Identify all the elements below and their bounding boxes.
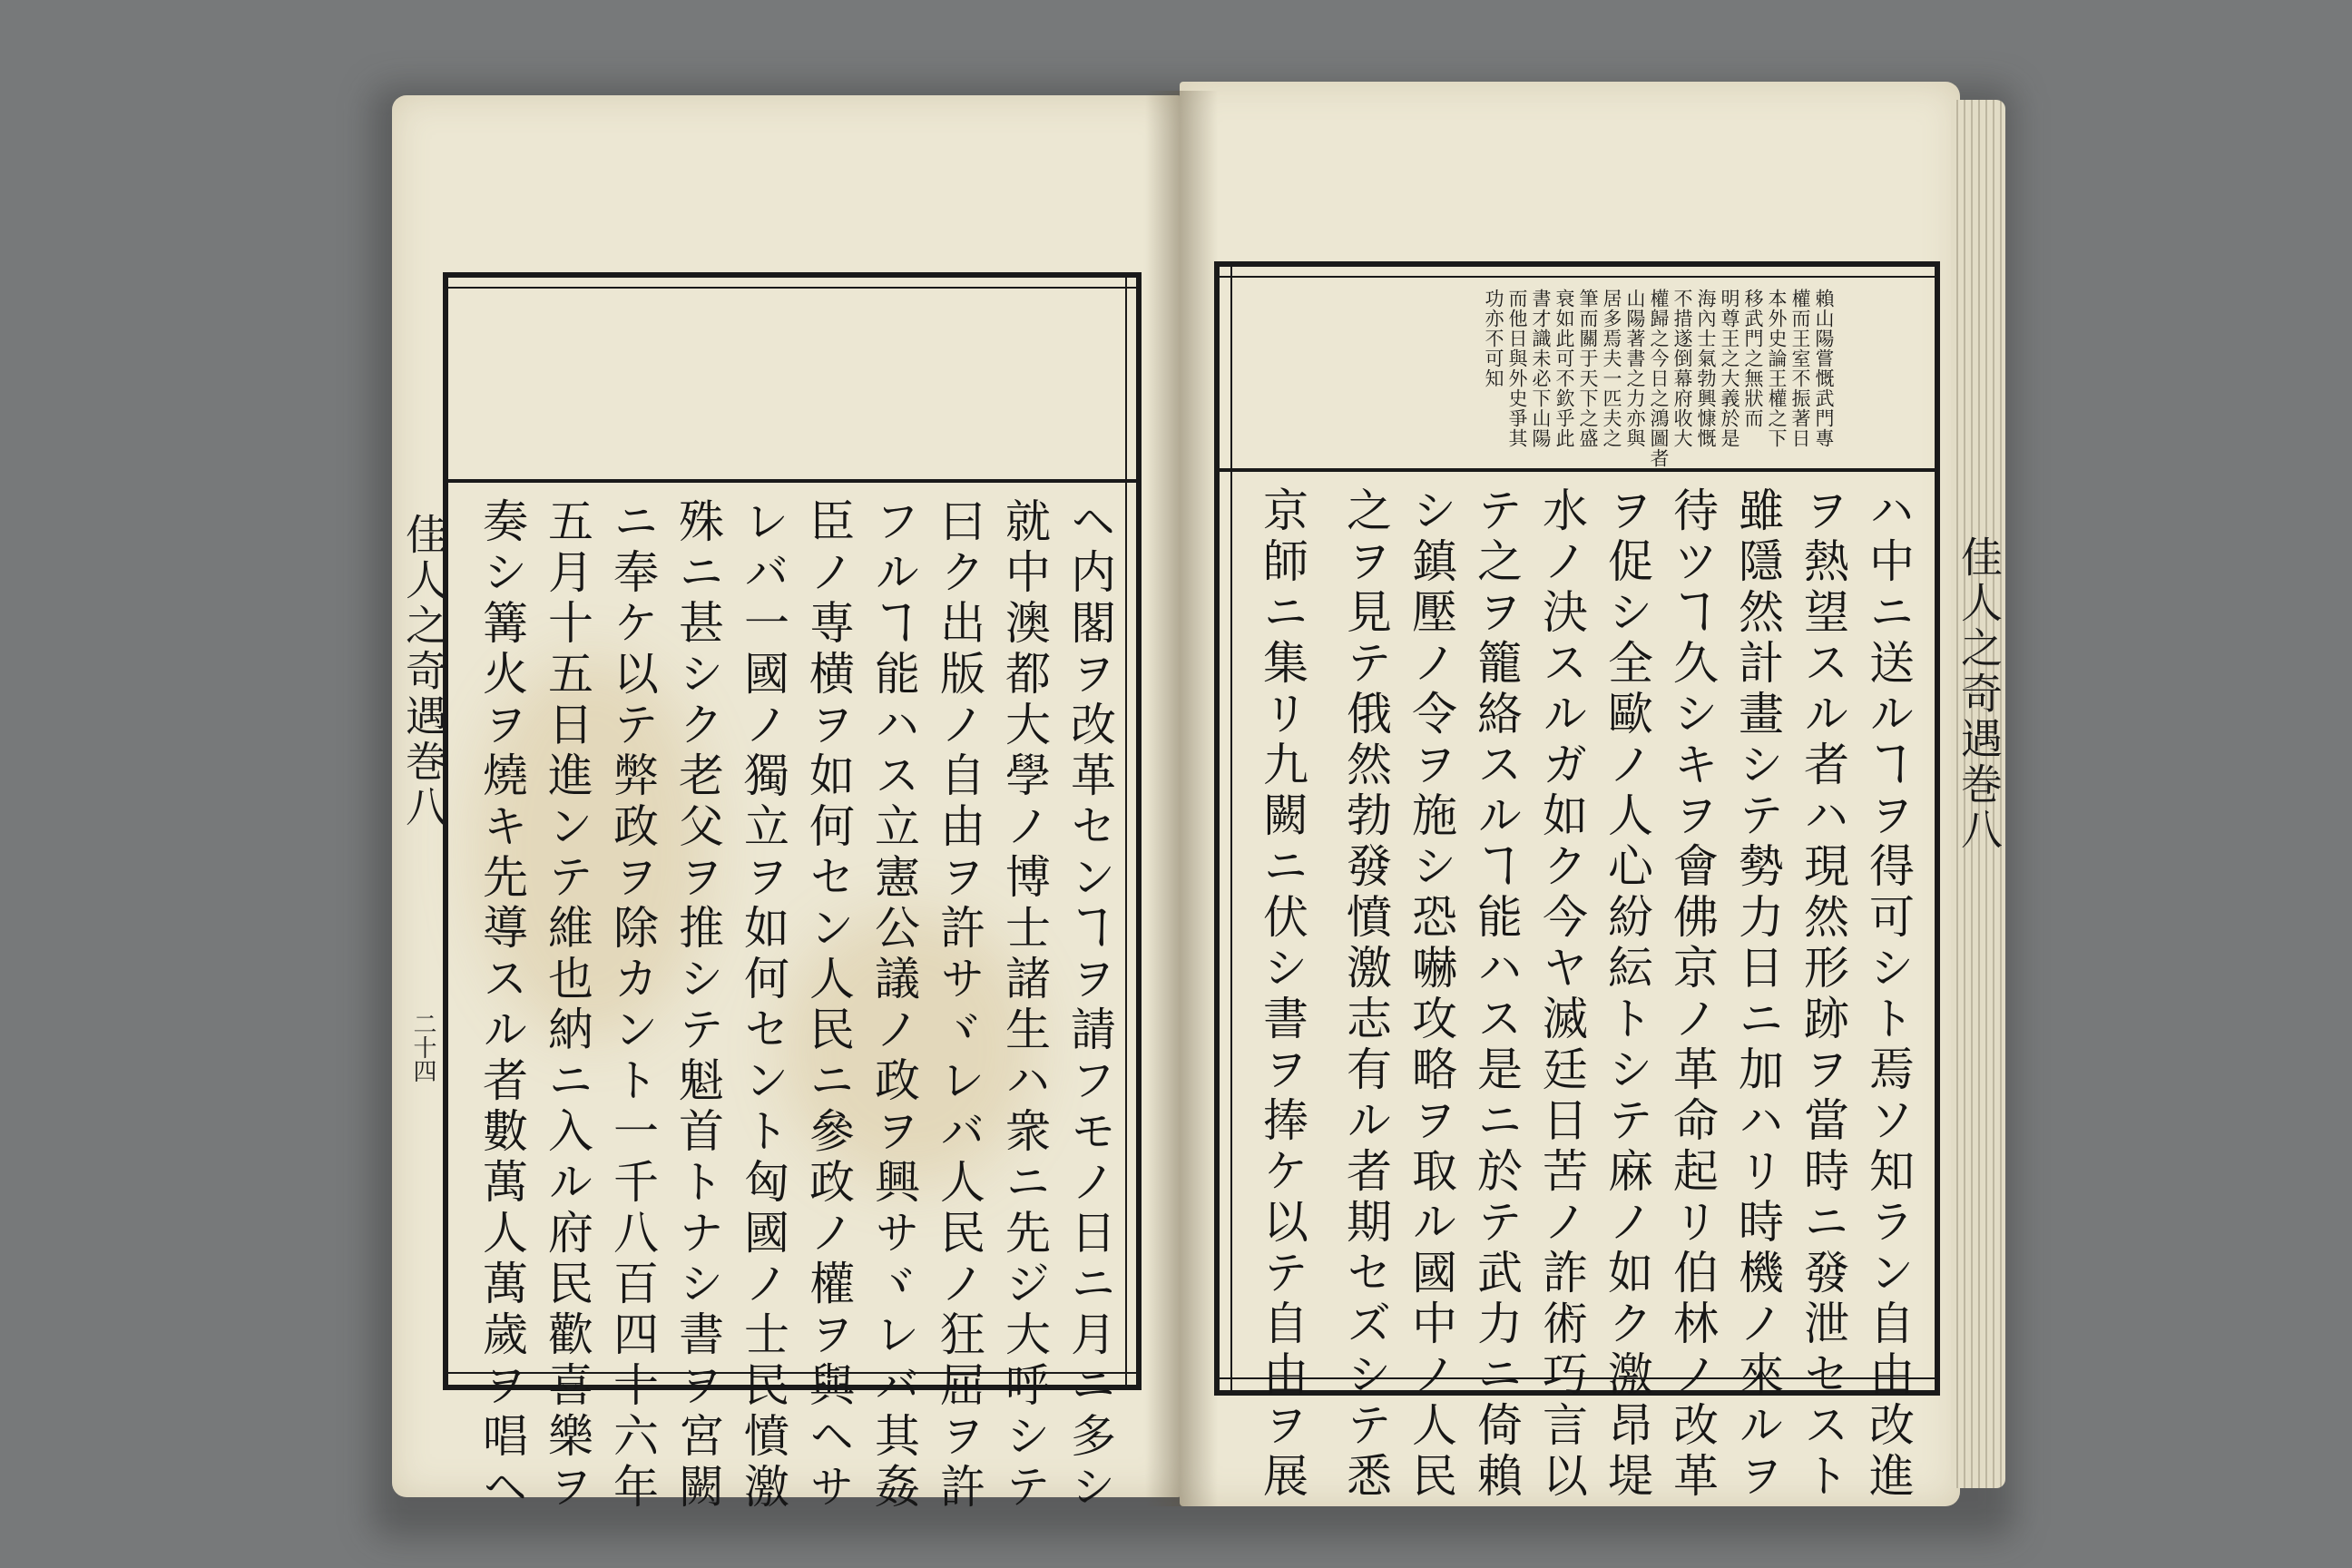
headnote-line-3: 本外史論王權之下: [1766, 289, 1788, 448]
right-spine-title: 佳人之奇遇巻八: [1955, 535, 2004, 853]
left-column-7: 殊ニ甚シク老父ヲ推シテ魁首トナシ書ヲ宮闕: [671, 497, 724, 1514]
headnote-line-15: 功亦不可知: [1483, 289, 1504, 388]
right-column-6: 水ノ決スルガ如ク今ヤ滅廷日苦ノ詐術巧言以: [1535, 486, 1588, 1503]
left-top-inner-rule: [443, 287, 1142, 289]
right-column-10: 京師ニ集リ九闕ニ伏シ書ヲ捧ケ以テ自由ヲ展: [1256, 486, 1308, 1503]
left-column-6: レバ一國ノ獨立ヲ如何セント匈國ノ士民憤激: [737, 497, 789, 1514]
right-top-inner-rule: [1214, 276, 1940, 278]
left-column-1: ヘ内閣ヲ改革センヿヲ請フモノ日ニ月ニ多シ: [1063, 497, 1116, 1514]
headnote-line-6: 海內士氣勃興慷慨: [1695, 289, 1717, 448]
right-column-2: ヲ熱望スル者ハ現然形跡ヲ當時ニ發泄セスト: [1797, 486, 1849, 1503]
headnote-line-10: 居多焉夫一匹夫之: [1601, 289, 1622, 448]
left-column-9: 五月十五日進ンテ維也納ニ入ル府民歡喜樂ヲ: [541, 497, 593, 1514]
right-column-1: ハ中ニ送ルヿヲ得可シト焉ソ知ラン自由改進: [1862, 486, 1915, 1503]
headnote-line-8: 權歸之今日之鴻圖者: [1648, 289, 1670, 468]
left-column-4: フルヿ能ハス立憲公議ノ政ヲ興サヾレバ其姦: [867, 497, 920, 1514]
right-column-5: ヲ促シ全歐ノ人心紛紜トシテ麻ノ如ク激昂堤: [1601, 486, 1653, 1503]
right-column-3: 雖隱然計畫シテ勢力日ニ加ハリ時機ノ來ルヲ: [1731, 486, 1784, 1503]
left-spine-title: 佳人之奇遇巻八: [399, 513, 448, 830]
right-column-7: テ之ヲ籠絡スルヿ能ハス是ニ於テ武力ニ倚賴: [1470, 486, 1523, 1503]
headnote-line-7: 不措遂倒幕府收大: [1671, 289, 1693, 448]
headnote-line-14: 而他日與外史爭其: [1506, 289, 1528, 448]
headnote-line-11: 筆而關于天下之盛: [1577, 289, 1599, 448]
left-column-10: 奏シ篝火ヲ燒キ先導スル者數萬人萬歲ヲ唱ヘ: [475, 497, 528, 1514]
headnote-line-4: 移武門之無狀而: [1742, 289, 1764, 428]
book-gutter: [1145, 91, 1218, 1506]
left-column-2: 就中澳都大學ノ博士諸生ハ衆ニ先ジ大呼シテ: [998, 497, 1051, 1514]
right-inner-side-rule: [1230, 261, 1232, 1396]
left-column-8: ニ奉ケ以テ弊政ヲ除カント一千八百四十六年: [606, 497, 659, 1514]
headnote-line-5: 明尊王之大義於是: [1719, 289, 1740, 448]
left-inner-side-rule: [1125, 272, 1127, 1390]
headnote-line-1: 賴山陽嘗慨武門專: [1813, 289, 1835, 448]
left-headnote-divider: [443, 479, 1142, 483]
headnote-line-13: 書才識未必下山陽: [1530, 289, 1552, 448]
left-column-5: 臣ノ専横ヲ如何セン人民ニ參政ノ權ヲ與ヘサ: [802, 497, 855, 1514]
headnote-line-12: 衰如此可不欽乎此: [1553, 289, 1575, 448]
headnote-line-9: 山陽著書之力亦與: [1624, 289, 1646, 448]
headnote-line-2: 權而王室不振著日: [1789, 289, 1811, 448]
left-column-3: 曰ク出版ノ自由ヲ許サヾレバ人民ノ狂屈ヲ許: [933, 497, 985, 1514]
right-column-8: シ鎮壓ノ令ヲ施シ恐嚇攻略ヲ取ル國中ノ人民: [1405, 486, 1457, 1503]
left-page-number: 二十四: [409, 1012, 436, 1083]
right-column-4: 待ツヿ久シキヲ會佛京ノ革命起リ伯林ノ改革: [1666, 486, 1719, 1503]
right-column-9: 之ヲ見テ俄然勃發憤激志有ル者期セズシテ悉: [1339, 486, 1392, 1503]
right-headnote-divider: [1214, 468, 1940, 472]
